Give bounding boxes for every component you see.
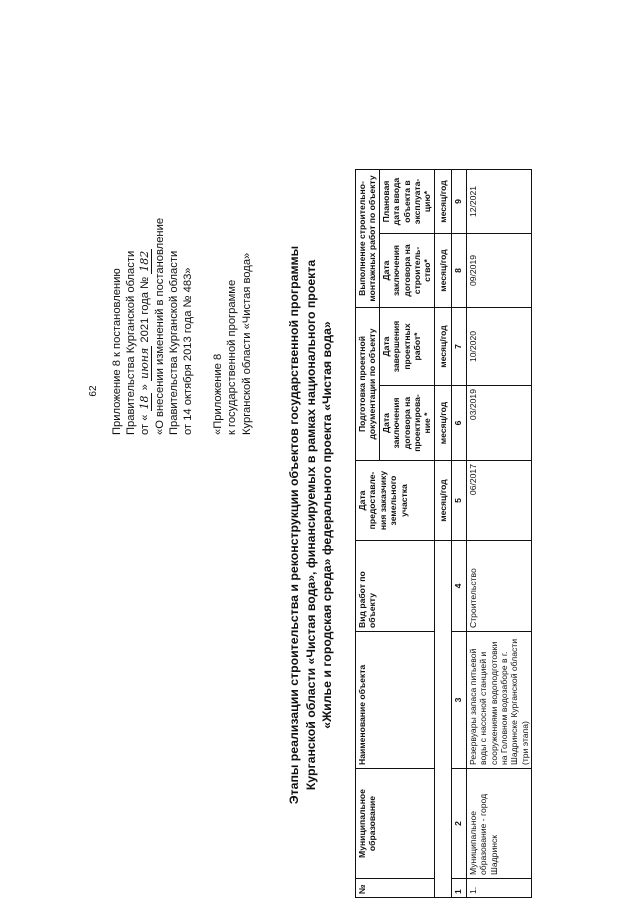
handwritten-number: 182 [138,250,152,272]
column-number: 6 [451,386,466,461]
appendix-line: Правительства Курганской области [125,250,138,435]
row-municipality: Муниципальное образование - город Шадринск [466,769,531,879]
unit-empty-cell [434,541,451,898]
appendix-line: от 14 октября 2013 года № 483» [182,267,195,435]
header-row [356,170,380,898]
date-prefix: от « [139,414,152,435]
page-number: 62 [88,385,99,397]
unit-cell: месяц/год [434,170,451,234]
row-work-type: Строительство [466,541,531,632]
header-work-type: Вид работ по объекту [356,541,435,632]
title-line: Этапы реализации строительства и реконструкции объектов государственной программы [287,245,301,805]
header-commissioning: Плановая дата ввода объекта в эксплуата-цию* [379,170,434,234]
date-mid: » [139,384,152,391]
row-commissioning: 12/2021 [466,170,531,234]
column-number: 5 [451,461,466,541]
header-design-contract: Дата заключения договора на проектирова-ние * [379,386,434,461]
handwritten-day: 18 [138,395,152,410]
program-line: к государственной программе [226,279,239,435]
table-row [466,170,531,898]
column-number-row [451,170,466,898]
header-land-date: Дата предоставле-ния заказчику земельного участка [356,461,435,541]
header-no: № [356,879,435,898]
row-design-finish: 10/2020 [466,308,531,386]
appendix-date-line [138,15,152,435]
row-design-contract: 03/2019 [466,386,531,461]
row-construction-contract: 09/2019 [466,234,531,308]
document-title [286,165,336,885]
header-construction-contract: Дата заключения договора на строитель-ство* [379,234,434,308]
column-number: 2 [451,769,466,879]
unit-cell: месяц/год [434,308,451,386]
column-number: 8 [451,234,466,308]
appendix-line: «О внесении изменений в постановление [153,217,166,435]
header-design-finish: Дата завершения проектных работ* [379,308,434,386]
stages-table [355,169,532,898]
program-line: «Приложение 8 [212,353,225,435]
title-line: «Жилье и городская среда» федерального проекта «Чистая вода» [320,321,334,729]
spacer [195,15,211,435]
unit-cell: месяц/год [434,386,451,461]
program-line: Курганской области «Чистая вода» [240,252,253,435]
unit-row [434,170,451,898]
column-number: 7 [451,308,466,386]
appendix-line: Приложение 8 к постановлению [111,268,123,435]
row-object-name: Резервуары запаса питьевой воды с насосной станцией и сооружениями водоподготовки на Головном водозаборе в г. Шадринске Курганской области (три этапа) [466,632,531,769]
unit-cell: месяц/год [434,234,451,308]
title-line: Курганской области «Чистая вода», финансируемых в рамках национального проекта [303,259,318,791]
column-number: 4 [451,541,466,632]
header-design-group: Подготовка проектной документации по объекту [356,308,380,461]
column-number: 1 [451,879,466,898]
handwritten-month: июня [138,347,152,379]
row-no: 1. [466,879,531,898]
header-construction-group: Выполнение строительно-монтажных работ по объекту [356,170,380,308]
column-number: 9 [451,170,466,234]
column-number: 3 [451,632,466,769]
header-municipality: Муниципальное образование [356,769,435,879]
header-object-name: Наименование объекта [356,632,435,769]
row-land-date: 06/2017 [466,461,531,541]
appendix-line: Правительства Курганской области [167,250,180,435]
unit-cell: месяц/год [434,461,451,541]
appendix-block [110,15,254,435]
date-year: 2021 года № [139,276,152,343]
